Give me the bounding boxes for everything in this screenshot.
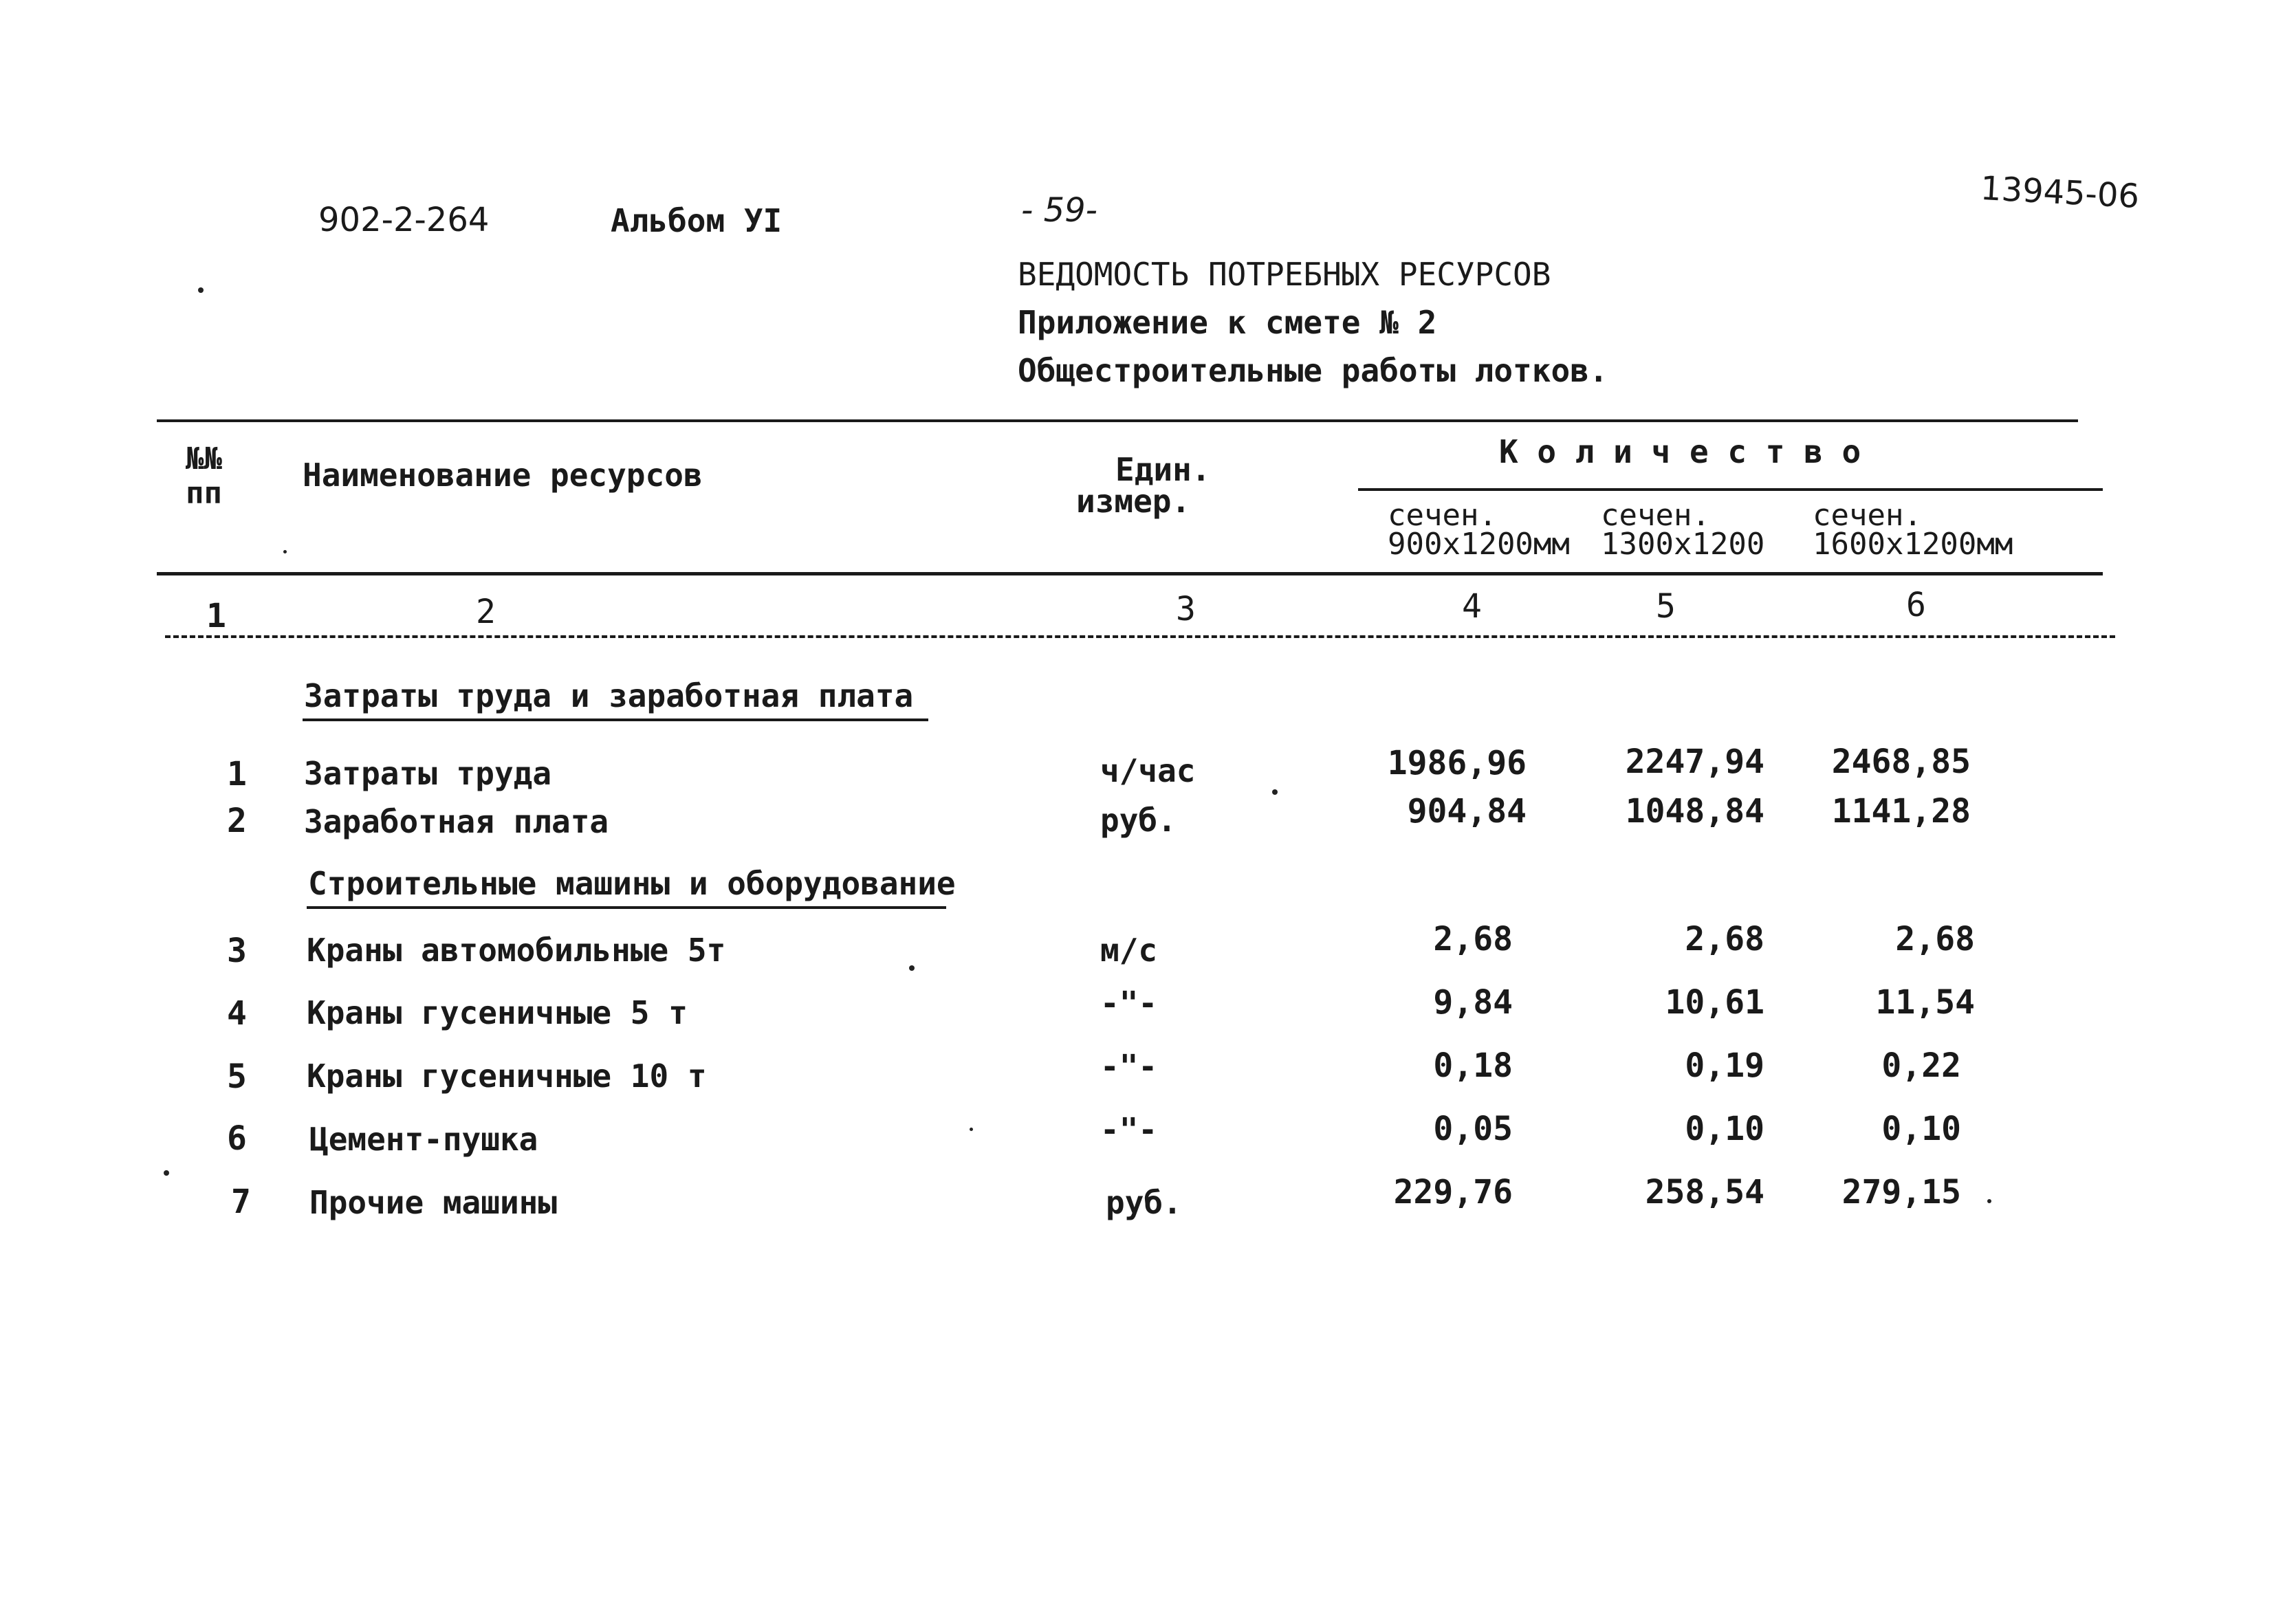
row-7-col6: 279,15: [1841, 1173, 1961, 1211]
row-4-number: 4: [227, 994, 247, 1033]
row-5-col5: 0,19: [1685, 1046, 1764, 1085]
header-col6-line2: 1600х1200мм: [1813, 527, 2013, 562]
row-3-name: Краны автомобильные 5т: [307, 932, 726, 969]
header-col6-line1: сечен.: [1813, 498, 1922, 533]
scan-speck: [1272, 789, 1278, 795]
row-6-number: 6: [227, 1119, 247, 1158]
column-number-rule: [165, 635, 2115, 638]
header-col5-line1: сечен.: [1601, 498, 1710, 533]
section-machines-heading: Строительные машины и оборудование: [308, 865, 956, 902]
row-5-number: 5: [227, 1057, 247, 1096]
row-2-col5: 1048,84: [1625, 792, 1764, 831]
row-5-col6: 0,22: [1881, 1046, 1961, 1085]
row-6-name: Цемент-пушка: [309, 1121, 538, 1158]
table-top-rule: [157, 419, 2078, 422]
scan-speck: [1987, 1199, 1991, 1203]
scan-speck: [970, 1128, 973, 1131]
title-work-type: Общестроительные работы лотков.: [1018, 352, 1608, 389]
row-7-name: Прочие машины: [309, 1184, 558, 1221]
column-number-4: 4: [1462, 587, 1482, 626]
archive-stamp: 13945-06: [1979, 168, 2141, 217]
page-number: - 59-: [1021, 191, 1097, 230]
scan-speck: [909, 965, 915, 971]
row-3-unit: м/с: [1100, 932, 1158, 969]
row-7-col5: 258,54: [1645, 1173, 1764, 1211]
row-7-col4: 229,76: [1393, 1173, 1513, 1211]
row-4-unit: -"-: [1100, 985, 1158, 1022]
column-number-2: 2: [476, 593, 496, 631]
row-1-col6: 2468,85: [1831, 743, 1971, 781]
row-5-col4: 0,18: [1433, 1046, 1513, 1085]
section-labor-heading: Затраты труда и заработная плата: [304, 677, 914, 714]
row-1-name: Затраты труда: [304, 755, 552, 792]
row-5-name: Краны гусеничные 10 т: [307, 1057, 707, 1095]
row-6-col5: 0,10: [1685, 1110, 1764, 1148]
scan-speck: [283, 550, 287, 553]
album-label: Альбом УI: [611, 202, 783, 239]
row-7-number: 7: [231, 1183, 251, 1221]
row-6-unit: -"-: [1100, 1111, 1158, 1148]
section-machines-underline: [307, 906, 946, 909]
row-4-col4: 9,84: [1433, 983, 1513, 1022]
header-quantity: К о л и ч е с т в о: [1499, 433, 1861, 470]
row-4-col5: 10,61: [1665, 983, 1764, 1022]
column-number-1: 1: [206, 597, 226, 635]
header-unit-line1: Един.: [1115, 451, 1211, 488]
document-code: 902-2-264: [318, 201, 490, 239]
row-2-col6: 1141,28: [1831, 792, 1971, 831]
row-1-col5: 2247,94: [1625, 743, 1764, 781]
header-col4-line1: сечен.: [1388, 498, 1497, 533]
row-1-unit: ч/час: [1100, 752, 1196, 789]
row-3-col5: 2,68: [1685, 920, 1764, 958]
section-labor-underline: [303, 718, 928, 721]
row-7-unit: руб.: [1106, 1184, 1182, 1221]
header-col4-line2: 900х1200мм: [1388, 527, 1570, 562]
header-num-pp: пп: [186, 476, 222, 511]
header-unit-line2: измер.: [1076, 483, 1191, 520]
row-2-number: 2: [227, 802, 247, 840]
row-3-col4: 2,68: [1433, 920, 1513, 958]
header-bottom-rule: [157, 572, 2103, 575]
row-4-col6: 11,54: [1875, 983, 1975, 1022]
row-3-number: 3: [227, 932, 247, 970]
column-number-6: 6: [1906, 586, 1926, 624]
row-2-unit: руб.: [1100, 802, 1177, 839]
scan-speck: [164, 1170, 169, 1176]
title-subtitle: Приложение к смете № 2: [1018, 304, 1437, 341]
row-3-col6: 2,68: [1895, 920, 1975, 958]
column-number-3: 3: [1176, 590, 1196, 628]
row-2-col4: 904,84: [1407, 792, 1527, 831]
row-1-number: 1: [227, 755, 247, 793]
row-2-name: Заработная плата: [304, 803, 609, 840]
header-col5-line2: 1300х1200: [1601, 527, 1765, 562]
header-num-symbol: №№: [186, 441, 222, 476]
header-resource-name: Наименование ресурсов: [303, 457, 703, 494]
title-main: ВЕДОМОСТЬ ПОТРЕБНЫХ РЕСУРСОВ: [1018, 256, 1551, 293]
row-6-col6: 0,10: [1881, 1110, 1961, 1148]
row-5-unit: -"-: [1100, 1048, 1158, 1085]
quantity-rule: [1358, 488, 2103, 491]
row-4-name: Краны гусеничные 5 т: [307, 994, 688, 1031]
scan-speck: [198, 287, 204, 293]
column-number-5: 5: [1656, 587, 1676, 626]
row-6-col4: 0,05: [1433, 1110, 1513, 1148]
row-1-col4: 1986,96: [1387, 744, 1527, 782]
